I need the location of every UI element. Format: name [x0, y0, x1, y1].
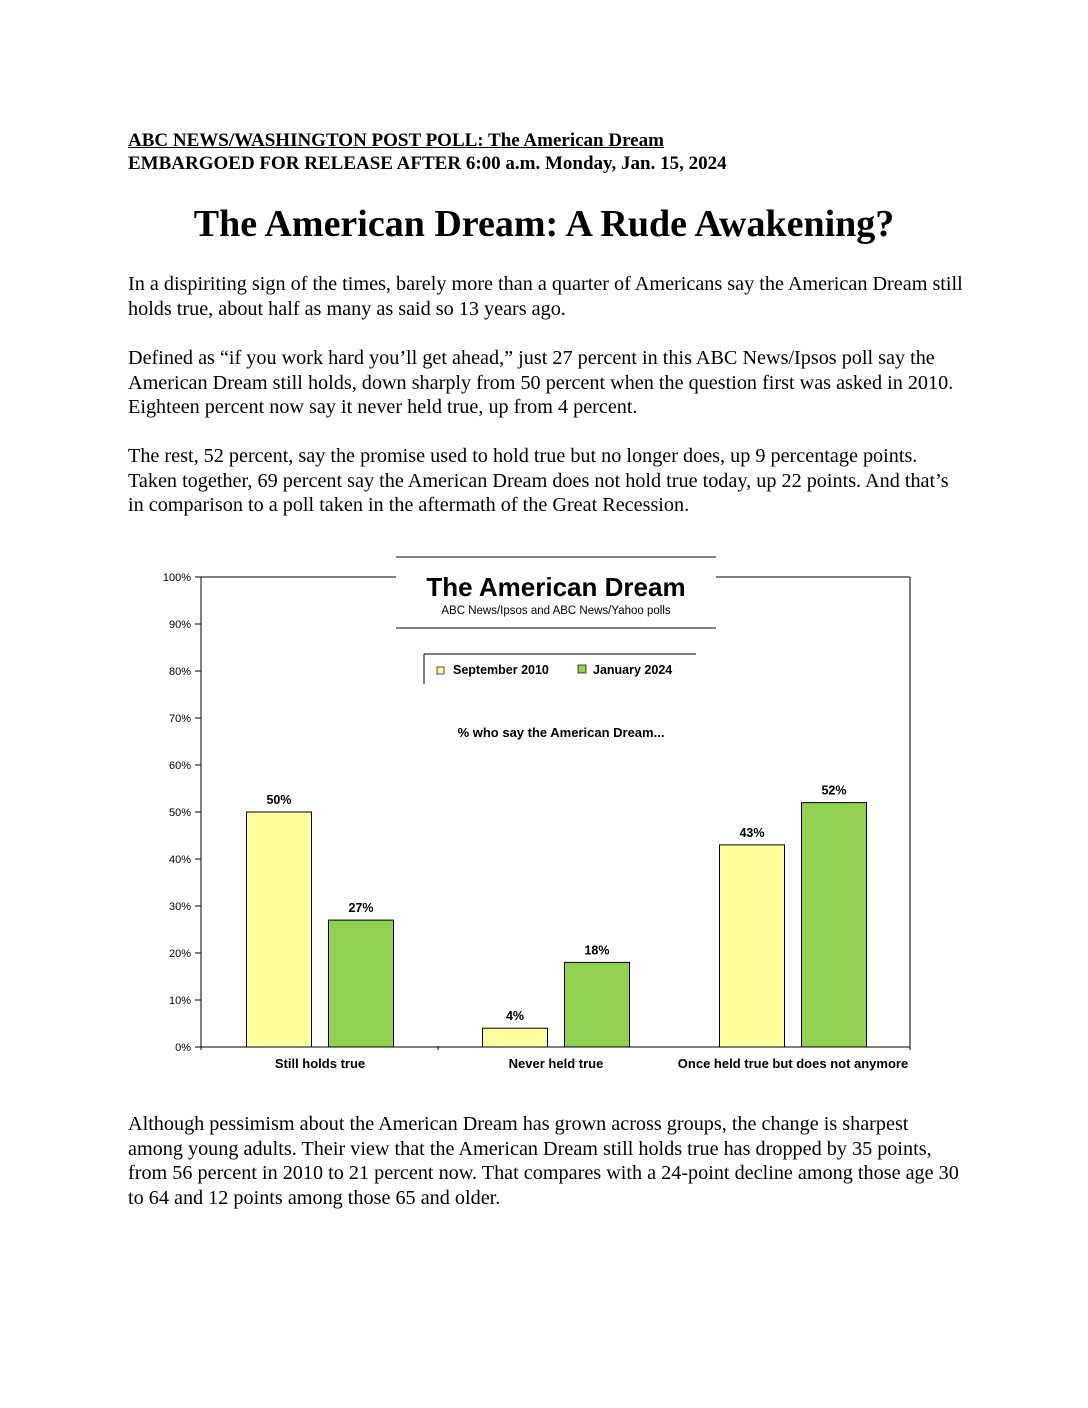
bar-value-label: 4% [505, 1009, 525, 1024]
legend-swatch-sept-2010 [437, 667, 444, 674]
american-dream-bar-chart [140, 550, 940, 1090]
page-title: The American Dream: A Rude Awakening? [193, 203, 895, 245]
bar-value-label: 43% [739, 825, 765, 840]
chart-title: The American Dream [426, 572, 686, 602]
y-tick-label: 10% [168, 995, 191, 1007]
category-label: Never held true [508, 1056, 604, 1071]
embargo-notice: EMBARGOED FOR RELEASE AFTER 6:00 a.m. Monday, Jan. 15, 2024 [128, 153, 727, 174]
y-tick-label: 50% [168, 807, 191, 819]
bar [720, 845, 785, 1047]
y-tick-label: 90% [168, 619, 191, 631]
y-tick-label: 60% [168, 760, 191, 772]
legend-swatch-jan-2024 [578, 665, 586, 673]
bars-group [247, 784, 867, 1047]
bar [802, 803, 867, 1047]
bar-value-label: 50% [266, 793, 292, 807]
poll-header-title: ABC NEWS/WASHINGTON POST POLL: The American Dream [128, 130, 664, 151]
paragraph-4: Although pessimism about the American Dream has grown across groups, the change is sharpest among young adults. Their view that the American Dream still holds true has dropped by 35 points, from 56 percent in 2010 to 21 percent now. That compares with a 24-point decline among those age 30 to 64 and 12 points among those 65 and older. [128, 1113, 959, 1209]
bar [483, 1028, 548, 1047]
y-tick-label: 80% [168, 666, 191, 678]
bar-value-label: 52% [821, 783, 847, 798]
y-tick-label: 40% [168, 854, 191, 866]
chart-annotation: % who say the American Dream... [457, 725, 665, 740]
legend-label-sept-2010: September 2010 [453, 663, 549, 677]
y-tick-label: 30% [168, 901, 191, 913]
y-tick-label: 20% [168, 948, 191, 960]
bar [329, 920, 394, 1047]
legend-label-jan-2024: January 2024 [593, 663, 673, 677]
paragraph-2: Defined as “if you work hard you’ll get ahead,” just 27 percent in this ABC News/Ipsos poll say the American Dream still holds, down sharply from 50 percent when the question first was asked in 2010. Eighteen percent now say it never held true, up from 4 percent. [128, 347, 954, 418]
category-labels [275, 1056, 908, 1071]
y-tick-label: 70% [168, 713, 191, 725]
bar-value-label: 27% [348, 901, 374, 916]
y-tick-label: 0% [175, 1042, 191, 1054]
bar-value-label: 18% [584, 943, 610, 958]
category-label: Still holds true [274, 1056, 366, 1071]
paragraph-3: The rest, 52 percent, say the promise used to hold true but no longer does, up 9 percentage points. Taken together, 69 percent say the American Dream does not hold true today, up 22 points. And that’s in comparison to a poll taken in the aftermath of the Great Recession. [128, 445, 949, 516]
bar [247, 812, 312, 1047]
y-tick-label: 100% [162, 572, 191, 584]
bar [565, 962, 630, 1047]
chart-subtitle: ABC News/Ipsos and ABC News/Yahoo polls [441, 605, 671, 617]
category-label: Once held true but does not anymore [677, 1056, 909, 1071]
paragraph-1: In a dispiriting sign of the times, barely more than a quarter of Americans say the American Dream still holds true, about half as many as said so 13 years ago. [128, 273, 963, 320]
